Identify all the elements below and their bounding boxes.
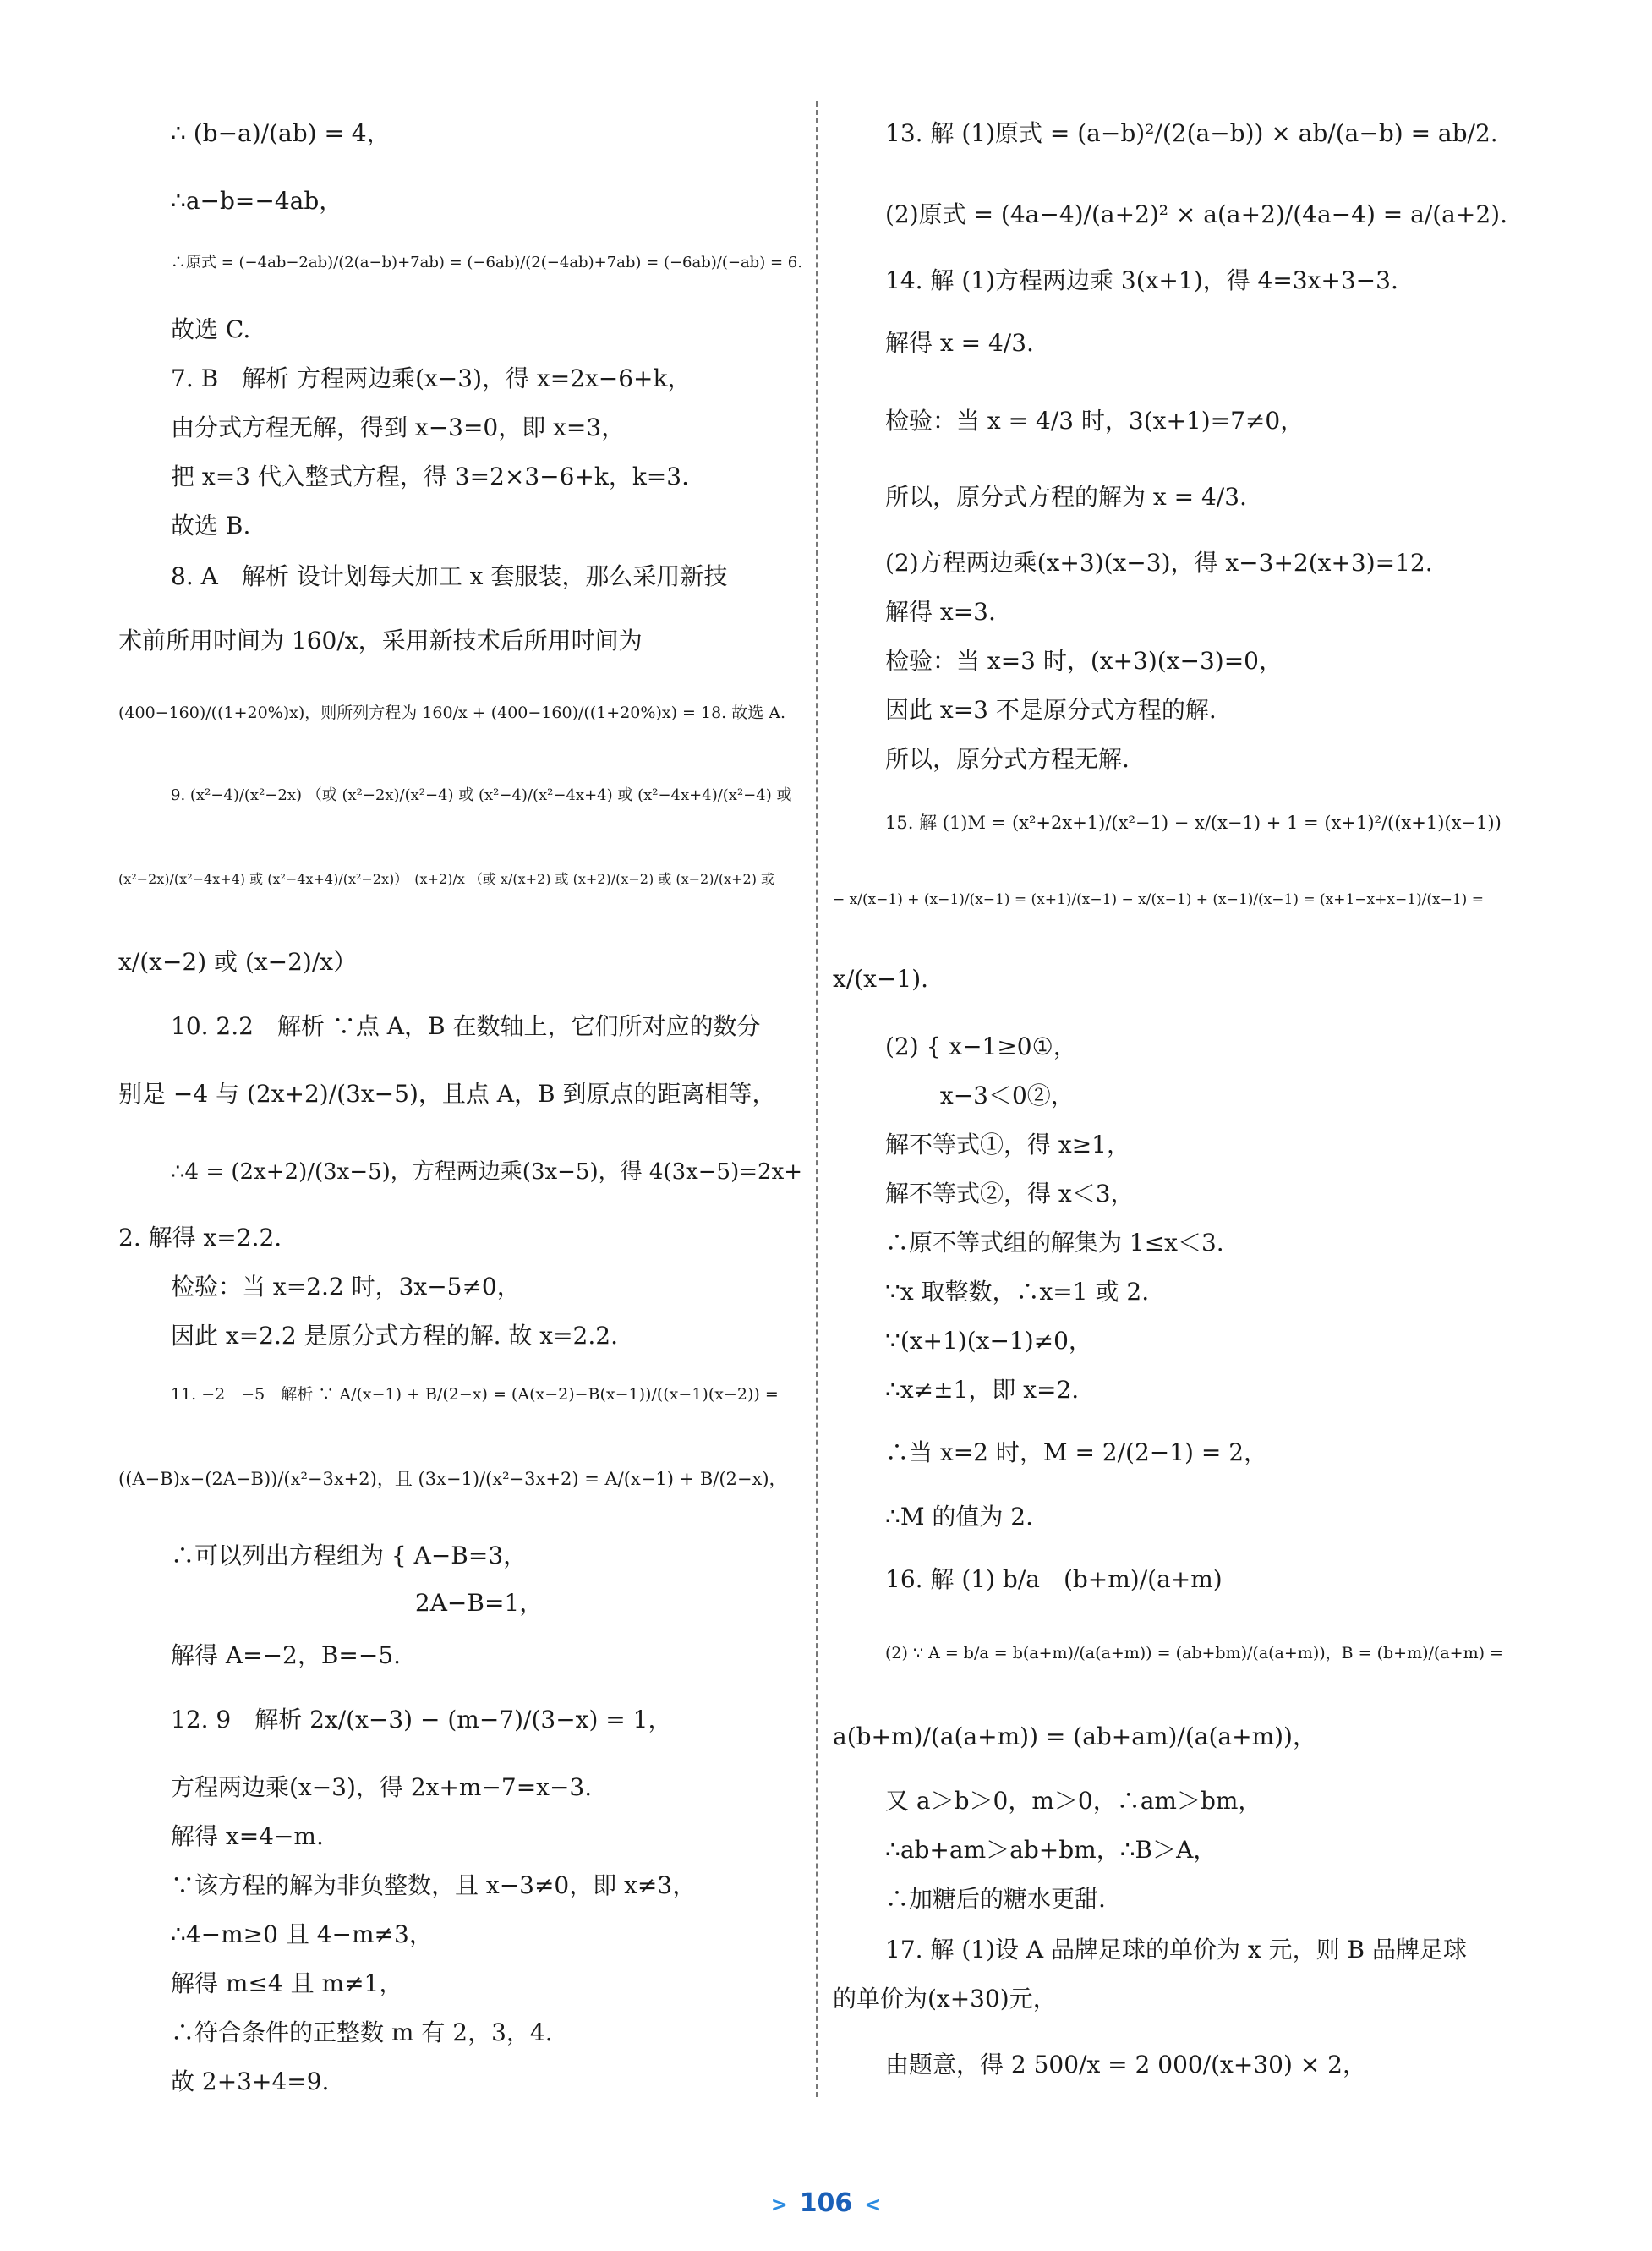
text-line: ∴当 x=2 时，M = 2/(2−1) = 2， [885,1438,1268,1466]
text-line: 解不等式②，得 x＜3， [885,1180,1135,1208]
text-line: ∴可以列出方程组为 { A−B=3， [171,1542,528,1569]
text-line: 2A−B=1， [171,1589,544,1617]
text-line: (2) ∵ A = b/a = b(a+m)/(a(a+m)) = (ab+bm)/(a(a+m))，B = (b+m)/(a+m) = [885,1644,1503,1662]
text-line: ∴符合条件的正整数 m 有 2，3，4. [171,2018,553,2046]
text-line: 因此 x=2.2 是原分式方程的解. 故 x=2.2. [171,1322,618,1350]
text-line: 12. 9 解析 2x/(x−3) − (m−7)/(3−x) = 1， [171,1706,672,1733]
text-line: 解得 x=3. [885,598,996,626]
text-line: 由分式方程无解，得到 x−3=0，即 x=3， [171,414,626,441]
text-line: ∴原式 = (−4ab−2ab)/(2(a−b)+7ab) = (−6ab)/(2(−4ab)+7ab) = (−6ab)/(−ab) = 6. [171,254,802,271]
text-line: 所以，原分式方程无解. [885,745,1130,773]
chevron-right-icon: > [770,2193,788,2216]
text-line: ∵该方程的解为非负整数，且 x−3≠0，即 x≠3， [171,1871,697,1899]
text-line: 解得 x=4−m. [171,1822,324,1850]
text-line: (2)原式 = (4a−4)/(a+2)² × a(a+2)/(4a−4) = a/(a+2). [885,200,1507,228]
text-line: ∴a−b=−4ab， [171,187,343,215]
text-line: 的单价为(x+30)元， [833,1985,1057,2013]
text-line: 检验：当 x=3 时，(x+3)(x−3)=0， [885,647,1283,675]
text-line: 8. A 解析 设计划每天加工 x 套服装，那么采用新技 [171,562,728,590]
page-footer [0,2188,1652,2218]
text-line: 17. 解 (1)设 A 品牌足球的单价为 x 元，则 B 品牌足球 [885,1936,1467,1963]
text-line: 检验：当 x = 4/3 时，3(x+1)=7≠0， [885,407,1305,435]
text-line: 故选 B. [171,512,251,539]
text-line: 所以，原分式方程的解为 x = 4/3. [885,483,1247,511]
text-line: 故选 C. [171,315,251,343]
text-line: 解得 m≤4 且 m≠1， [171,1969,403,1997]
text-line: (2) { x−1≥0①， [885,1032,1077,1060]
text-line: ∴M 的值为 2. [885,1503,1034,1531]
text-line: 16. 解 (1) b/a (b+m)/(a+m) [885,1565,1223,1593]
text-line: ((A−B)x−(2A−B))/(x²−3x+2)，且 (3x−1)/(x²−3x+2) = A/(x−1) + B/(2−x)， [118,1469,787,1489]
text-line: 13. 解 (1)原式 = (a−b)²/(2(a−b)) × ab/(a−b) = ab/2. [885,119,1498,147]
text-line: a(b+m)/(a(a+m)) = (ab+am)/(a(a+m))， [833,1722,1316,1750]
page-number: 106 [799,2188,853,2218]
text-line: 术前所用时间为 160/x，采用新技术后所用时间为 [118,627,643,654]
text-line: 7. B 解析 方程两边乘(x−3)，得 x=2x−6+k， [171,364,692,392]
text-line: (x²−2x)/(x²−4x+4) 或 (x²−4x+4)/(x²−2x)） (x+2)/x （或 x/(x+2) 或 (x+2)/(x−2) 或 (x−2)/(x+2) 或 [118,871,775,887]
text-line: ∴加糖后的糖水更甜. [885,1885,1106,1913]
text-line: 把 x=3 代入整式方程，得 3=2×3−6+k，k=3. [171,463,689,490]
text-line: 15. 解 (1)M = (x²+2x+1)/(x²−1) − x/(x−1) + 1 = (x+1)²/((x+1)(x−1)) [885,813,1502,833]
text-line: − x/(x−1) + (x−1)/(x−1) = (x+1)/(x−1) − x/(x−1) + (x−1)/(x−1) = (x+1−x+x−1)/(x−1) = [833,891,1484,908]
text-line: (400−160)/((1+20%)x)，则所列方程为 160/x + (400−160)/((1+20%)x) = 18. 故选 A. [118,704,786,722]
column-divider [816,101,818,2097]
text-line: ∴4−m≥0 且 4−m≠3， [171,1920,433,1948]
text-line: 10. 2.2 解析 ∵点 A，B 在数轴上，它们所对应的数分 [171,1012,761,1040]
text-line: 故 2+3+4=9. [171,2068,330,2095]
text-line: ∴ (b−a)/(ab) = 4， [171,119,391,147]
text-line: ∴x≠±1，即 x=2. [885,1376,1080,1404]
chevron-left-icon: < [864,2193,882,2216]
text-line: 11. −2 −5 解析 ∵ A/(x−1) + B/(2−x) = (A(x−2)−B(x−1))/((x−1)(x−2)) = [171,1385,779,1404]
text-line: x/(x−1). [833,965,929,993]
text-line: 解得 A=−2，B=−5. [171,1641,402,1669]
text-line: (2)方程两边乘(x+3)(x−3)，得 x−3+2(x+3)=12. [885,549,1433,577]
text-line: 又 a＞b＞0，m＞0，∴am＞bm， [885,1787,1262,1815]
text-line: x−3＜0②， [885,1082,1075,1109]
text-line: 9. (x²−4)/(x²−2x) （或 (x²−2x)/(x²−4) 或 (x²−4)/(x²−4x+4) 或 (x²−4x+4)/(x²−4) 或 [171,786,792,804]
text-line: 方程两边乘(x−3)，得 2x+m−7=x−3. [171,1773,593,1801]
text-line: 解不等式①，得 x≥1， [885,1131,1130,1158]
text-line: 解得 x = 4/3. [885,329,1034,357]
text-line: 检验：当 x=2.2 时，3x−5≠0， [171,1273,521,1301]
text-line: x/(x−2) 或 (x−2)/x） [118,948,358,976]
text-line: ∴4 = (2x+2)/(3x−5)，方程两边乘(3x−5)，得 4(3x−5)=2x+ [171,1159,803,1185]
text-line: 14. 解 (1)方程两边乘 3(x+1)，得 4=3x+3−3. [885,266,1398,294]
text-line: 2. 解得 x=2.2. [118,1224,282,1251]
text-line: 由题意，得 2 500/x = 2 000/(x+30) × 2， [885,2051,1366,2078]
text-line: 别是 −4 与 (2x+2)/(3x−5)，且点 A，B 到原点的距离相等， [118,1080,776,1108]
text-line: ∴ab+am＞ab+bm，∴B＞A， [885,1836,1217,1864]
text-line: 因此 x=3 不是原分式方程的解. [885,696,1217,724]
text-line: ∵x 取整数，∴x=1 或 2. [885,1278,1150,1306]
text-line: ∵(x+1)(x−1)≠0， [885,1327,1092,1355]
text-line: ∴原不等式组的解集为 1≤x＜3. [885,1229,1224,1257]
